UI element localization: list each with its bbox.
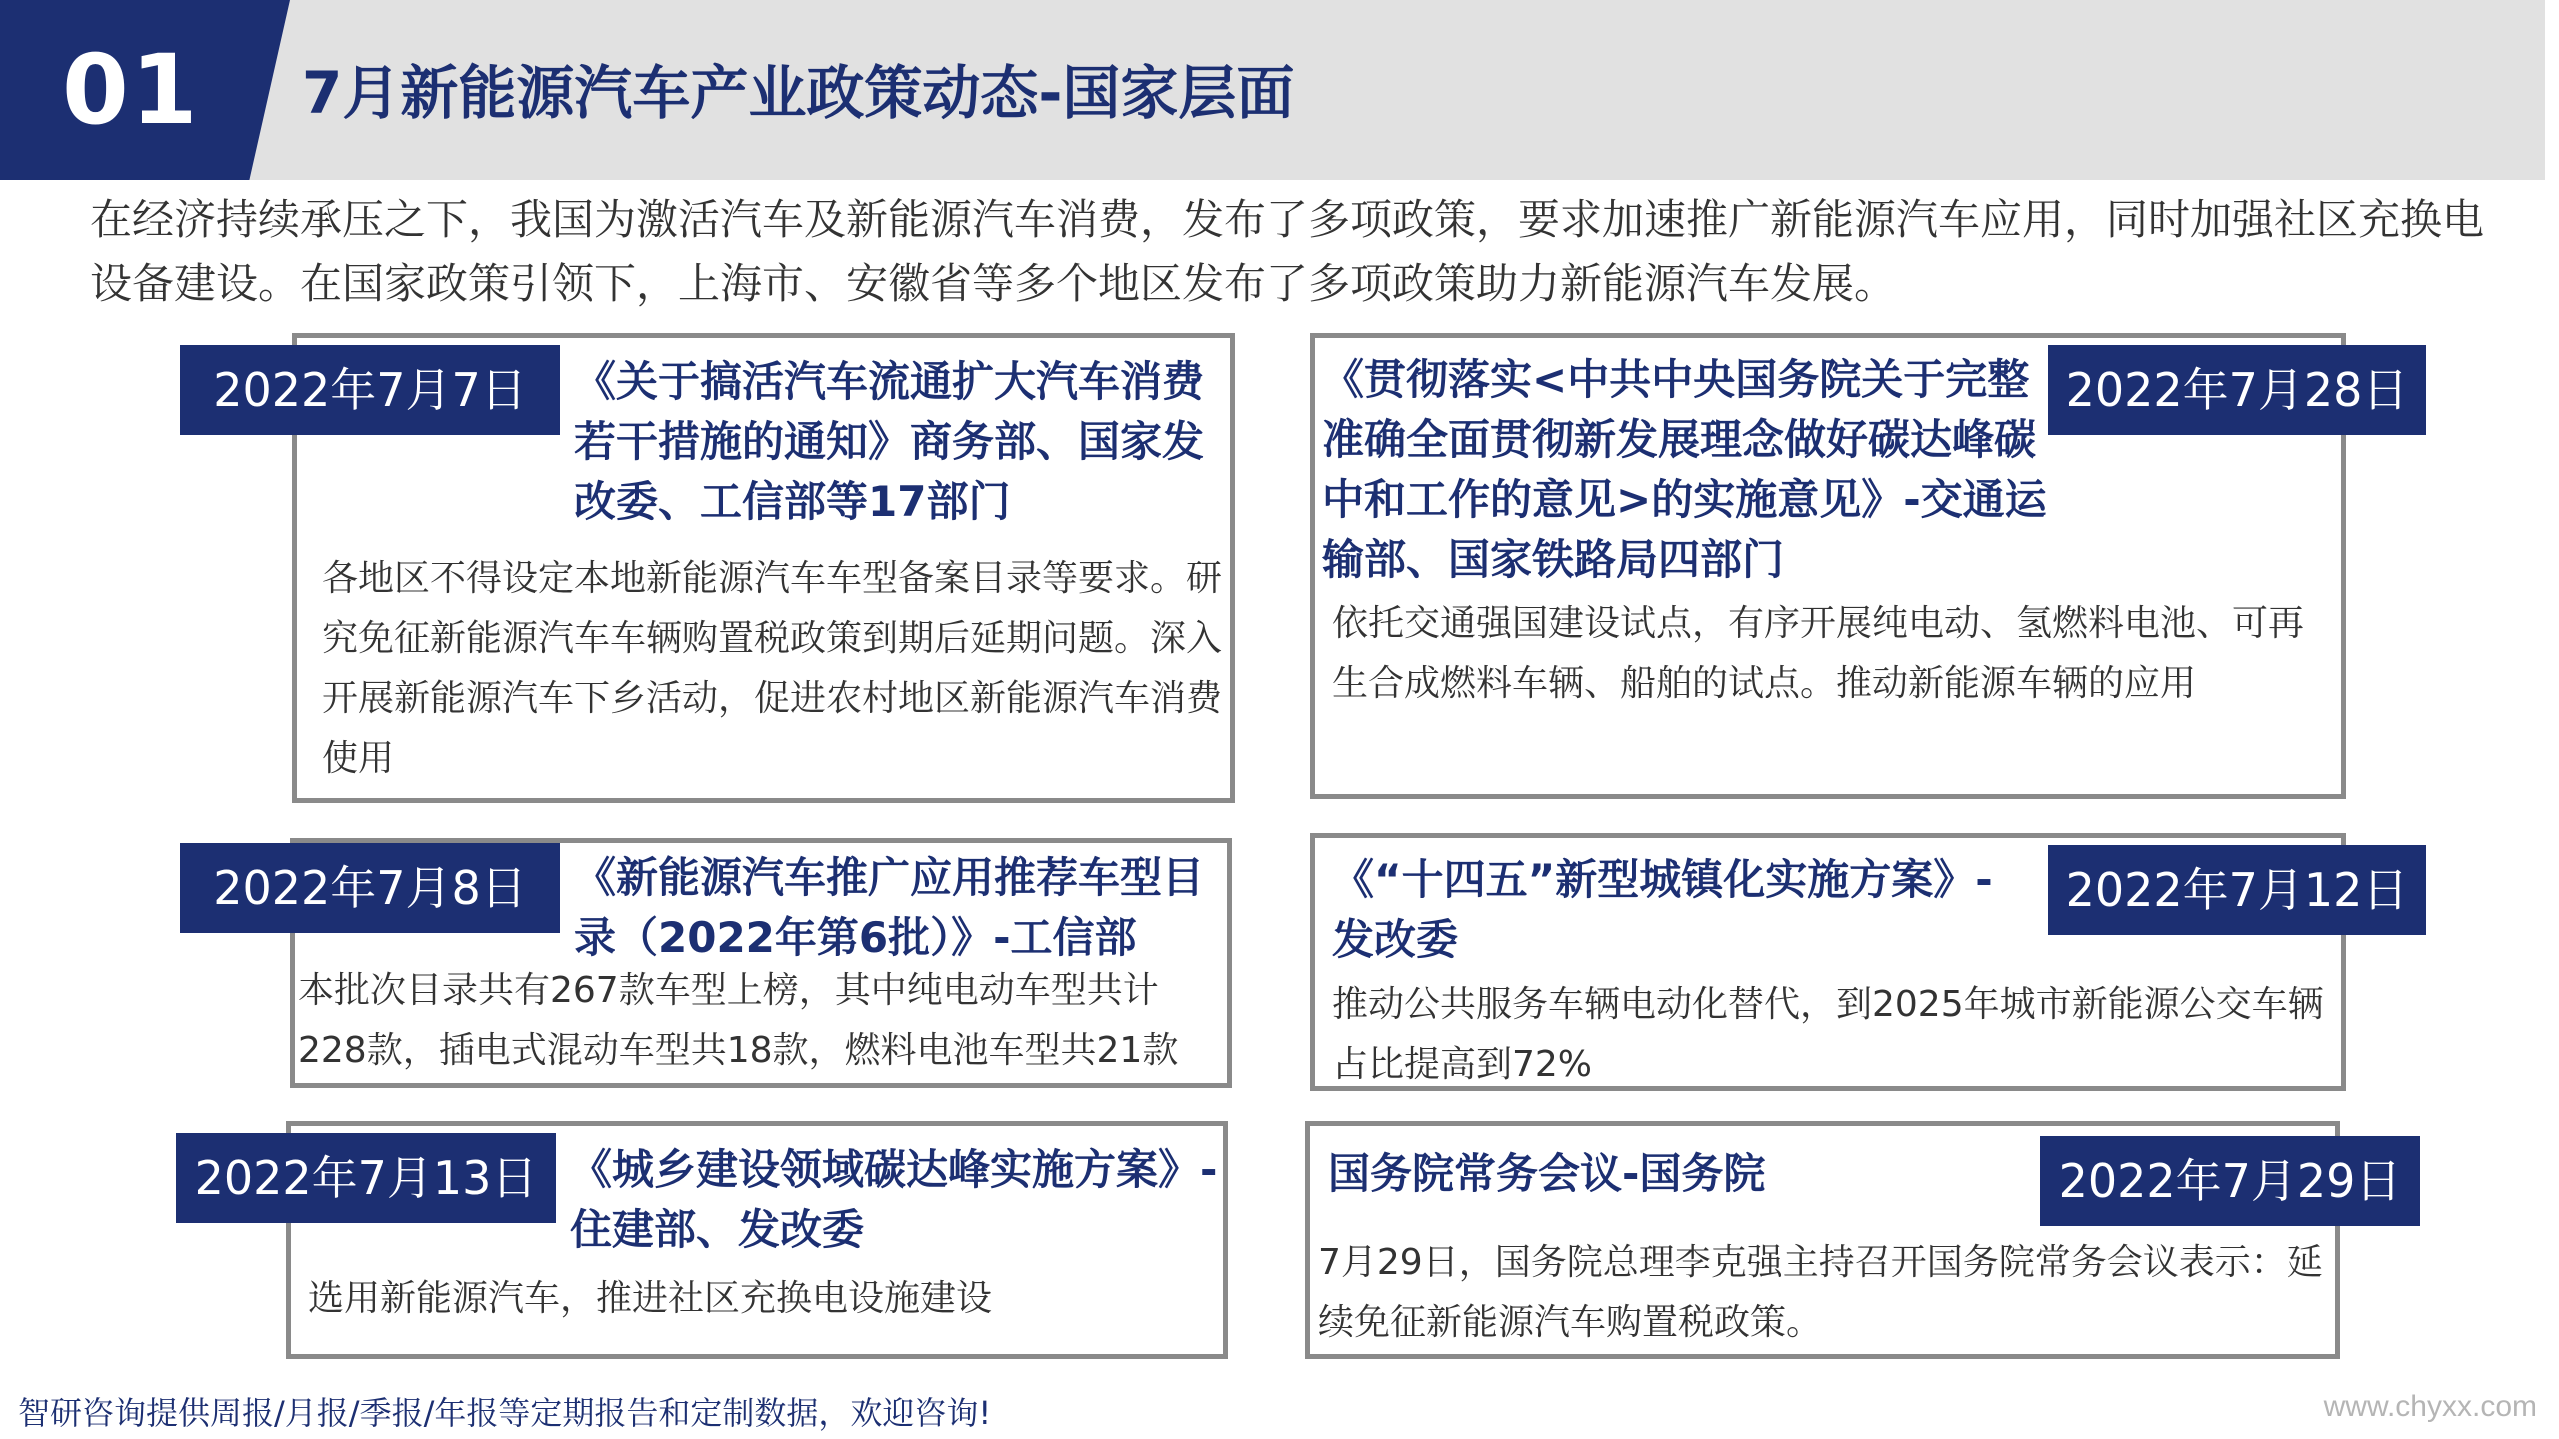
policy-body: 各地区不得设定本地新能源汽车车型备案目录等要求。研究免征新能源汽车车辆购置税政策到期后延期问题。深入开展新能源汽车下乡活动，促进农村地区新能源汽车消费使用 (322, 558, 1223, 779)
date-badge: 2022年7月12日 (2048, 845, 2426, 935)
policy-title: 《新能源汽车推广应用推荐车型目录（2022年第6批）》-工信部 (574, 853, 1205, 962)
policy-title: 《贯彻落实<中共中央国务院关于完整准确全面贯彻新发展理念做好碳达峰碳中和工作的意见>的实施意见》-交通运输部、国家铁路局四部门 (1322, 355, 2047, 584)
section-number: 01 (62, 34, 200, 146)
policy-body: 本批次目录共有267款车型上榜，其中纯电动车型共计228款，插电式混动车型共18款，燃料电池车型共21款 (298, 970, 1179, 1071)
footer-website-link[interactable]: www.chyxx.com (2323, 1390, 2537, 1423)
policy-body: 7月29日，国务院总理李克强主持召开国务院常务会议表示：延续免征新能源汽车购置税政策。 (1318, 1242, 2323, 1343)
date-badge: 2022年7月8日 (180, 843, 560, 933)
footer-note: 智研咨询提供周报/月报/季报/年报等定期报告和定制数据，欢迎咨询! (18, 1394, 992, 1432)
date-badge: 2022年7月7日 (180, 345, 560, 435)
policy-body: 推动公共服务车辆电动化替代，到2025年城市新能源公交车辆占比提高到72% (1332, 984, 2324, 1085)
policy-title: 国务院常务会议-国务院 (1328, 1149, 1766, 1198)
policy-body: 依托交通强国建设试点，有序开展纯电动、氢燃料电池、可再生合成燃料车辆、船舶的试点。推动新能源车辆的应用 (1332, 603, 2305, 704)
policy-body: 选用新能源汽车，推进社区充换电设施建设 (308, 1278, 993, 1319)
date-badge: 2022年7月28日 (2048, 345, 2426, 435)
policy-title: 《关于搞活汽车流通扩大汽车消费若干措施的通知》商务部、国家发改委、工信部等17部门 (574, 357, 1205, 526)
date-badge: 2022年7月13日 (176, 1133, 556, 1223)
intro-paragraph: 在经济持续承压之下，我国为激活汽车及新能源汽车消费，发布了多项政策，要求加速推广新能源汽车应用，同时加强社区充换电设备建设。在国家政策引领下，上海市、安徽省等多个地区发布了多项政策助力新能源汽车发展。 (90, 195, 2485, 308)
date-badge: 2022年7月29日 (2040, 1136, 2420, 1226)
policy-title: 《“十四五”新型城镇化实施方案》-发改委 (1332, 855, 1993, 964)
page-title: 7月新能源汽车产业政策动态-国家层面 (302, 59, 1295, 127)
policy-title: 《城乡建设领域碳达峰实施方案》-住建部、发改委 (570, 1145, 1218, 1254)
